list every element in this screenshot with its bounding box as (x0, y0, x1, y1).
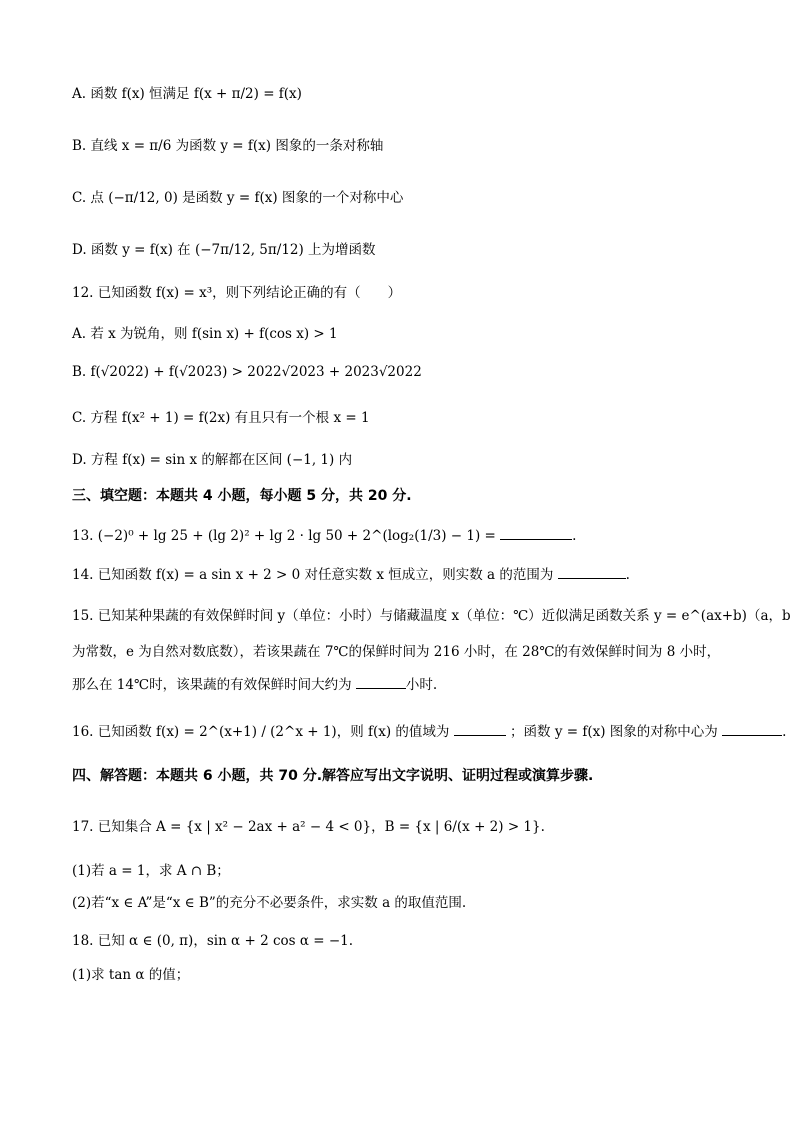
q15-line-2: 为常数，e 为自然对数底数），若该果蔬在 7℃的保鲜时间为 216 小时，在 28℃的有效保鲜时间为 8 小时， (72, 644, 721, 660)
q15-line-3 (72, 673, 732, 693)
q16-tail: . (782, 724, 787, 740)
q14-text: 14. 已知函数 f(x) = a sin x + 2 > 0 对任意实数 x 恒成立，则实数 a 的范围为 (72, 567, 554, 583)
q11-option-c: C. 点 (−π/12, 0) 是函数 y = f(x) 图象的一个对称中心 (72, 190, 404, 206)
q16 (72, 720, 787, 740)
q12-option-c: C. 方程 f(x² + 1) = f(2x) 有且只有一个根 x = 1 (72, 410, 370, 426)
q16-text: 16. 已知函数 f(x) = 2^(x+1) / (2^x + 1)，则 f(x) 的值域为 (72, 724, 450, 740)
q11-option-a: A. 函数 f(x) 恒满足 f(x + π/2) = f(x) (72, 86, 302, 102)
q15-answer-blank[interactable] (356, 674, 406, 689)
q15-text-3: 那么在 14℃时，该果蔬的有效保鲜时间大约为 (72, 677, 352, 693)
q16-answer-blank-2[interactable] (722, 721, 782, 736)
q15-tail: 小时. (405, 677, 438, 693)
q17-part-1: (1)若 a = 1，求 A ∩ B； (72, 863, 230, 879)
q16-mid: ；函数 y = f(x) 图象的对称中心为 (510, 724, 718, 740)
q14-tail: . (625, 567, 630, 583)
q14 (72, 563, 732, 583)
q11-option-b: B. 直线 x = π/6 为函数 y = f(x) 图象的一条对称轴 (72, 138, 384, 154)
q13-tail: . (572, 528, 577, 544)
q18-stem: 18. 已知 α ∈ (0, π)，sin α + 2 cos α = −1. (72, 933, 354, 949)
q12-stem: 12. 已知函数 f(x) = x³，则下列结论正确的有（ ） (72, 285, 402, 301)
q12-option-a: A. 若 x 为锐角，则 f(sin x) + f(cos x) > 1 (72, 326, 338, 342)
q13 (72, 525, 732, 544)
q13-text: 13. (−2)⁰ + lg 25 + (lg 2)² + lg 2 · lg 50 + 2^(log₂(1/3) − 1) = (72, 528, 496, 544)
q17-stem: 17. 已知集合 A = {x | x² − 2ax + a² − 4 < 0}，B = {x | 6/(x + 2) > 1}. (72, 819, 545, 835)
q13-answer-blank[interactable] (500, 525, 572, 540)
q18-part-1: (1)求 tan α 的值； (72, 967, 190, 983)
section-4-heading: 四、解答题：本题共 6 小题，共 70 分.解答应写出文字说明、证明过程或演算步骤. (72, 768, 594, 784)
q12-option-d: D. 方程 f(x) = sin x 的解都在区间 (−1, 1) 内 (72, 452, 353, 468)
q14-answer-blank[interactable] (558, 564, 626, 579)
section-3-heading: 三、填空题：本题共 4 小题，每小题 5 分，共 20 分. (72, 488, 412, 504)
q15-line-1: 15. 已知某种果蔬的有效保鲜时间 y（单位：小时）与储藏温度 x（单位：℃）近似满足函数关系 y = e^(ax+b)（a，b (72, 608, 791, 624)
q12-option-b: B. f(√2022) + f(√2023) > 2022√2023 + 2023√2022 (72, 364, 422, 380)
q11-option-d: D. 函数 y = f(x) 在 (−7π/12, 5π/12) 上为增函数 (72, 242, 376, 258)
q16-answer-blank-1[interactable] (454, 721, 506, 736)
q17-part-2: (2)若“x ∈ A”是“x ∈ B”的充分不必要条件，求实数 a 的取值范围. (72, 895, 467, 911)
